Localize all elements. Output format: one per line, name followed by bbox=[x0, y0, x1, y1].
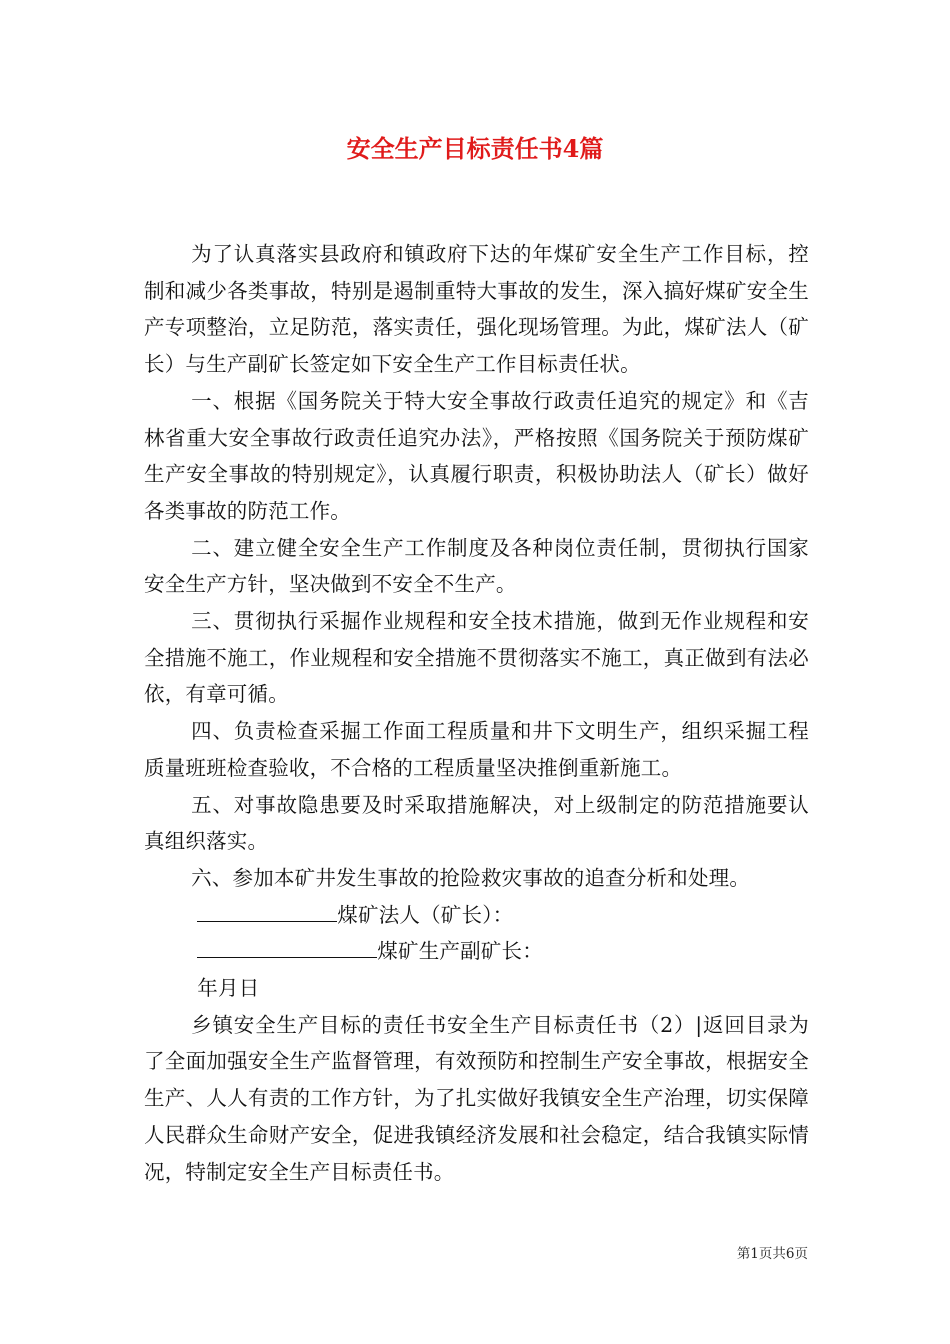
intro-paragraph: 为了认真落实县政府和镇政府下达的年煤矿安全生产工作目标，控制和减少各类事故，特别是遏制重特大事故的发生，深入搞好煤矿安全生产专项整治，立足防范，落实责任，强化现场管理。为此，煤矿法人（矿长）与生产副矿长签定如下安全生产工作目标责任状。 bbox=[144, 242, 809, 377]
date-line: 年月日 bbox=[197, 976, 260, 1001]
signature-label-1: 煤矿法人（矿长）： bbox=[337, 902, 514, 927]
signature-line-legal-rep bbox=[144, 897, 809, 934]
clause-1-paragraph: 一、根据《国务院关于特大安全事故行政责任追究的规定》和《吉林省重大安全事故行政责任追究办法》，严格按照《国务院关于预防煤矿生产安全事故的特别规定》，认真履行职责，积极协助法人（矿长）做好各类事故的防范工作。 bbox=[144, 388, 809, 523]
signature-line-deputy bbox=[144, 933, 809, 970]
signature-blank-1 bbox=[197, 902, 337, 921]
document-title: 安全生产目标责任书4篇 bbox=[346, 134, 604, 163]
clause-3-paragraph: 三、贯彻执行采掘作业规程和安全技术措施，做到无作业规程和安全措施不施工，作业规程和安全措施不贯彻落实不施工，真正做到有法必依，有章可循。 bbox=[144, 609, 809, 707]
section-2-paragraph: 乡镇安全生产目标的责任书安全生产目标责任书（2）|返回目录为了全面加强安全生产监督管理，有效预防和控制生产安全事故，根据安全生产、人人有责的工作方针，为了扎实做好我镇安全生产治理，切实保障人民群众生命财产安全，促进我镇经济发展和社会稳定，结合我镇实际情况，特制定安全生产目标责任书。 bbox=[144, 1012, 809, 1184]
page-number-footer: 第1页共6页 bbox=[736, 1246, 808, 1262]
clause-6-paragraph: 六、参加本矿井发生事故的抢险救灾事故的追查分析和处理。 bbox=[191, 865, 751, 890]
clause-4-paragraph: 四、负责检查采掘工作面工程质量和井下文明生产，组织采掘工程质量班班检查验收，不合格的工程质量坚决推倒重新施工。 bbox=[144, 719, 809, 780]
signature-label-2: 煤矿生产副矿长： bbox=[377, 939, 543, 964]
clause-5-paragraph: 五、对事故隐患要及时采取措施解决，对上级制定的防范措施要认真组织落实。 bbox=[144, 792, 809, 854]
signature-blank-2 bbox=[197, 939, 377, 958]
clause-2-paragraph: 二、建立健全安全生产工作制度及各种岗位责任制，贯彻执行国家安全生产方针，坚决做到不安全不生产。 bbox=[144, 535, 809, 597]
document-body bbox=[144, 236, 809, 1190]
